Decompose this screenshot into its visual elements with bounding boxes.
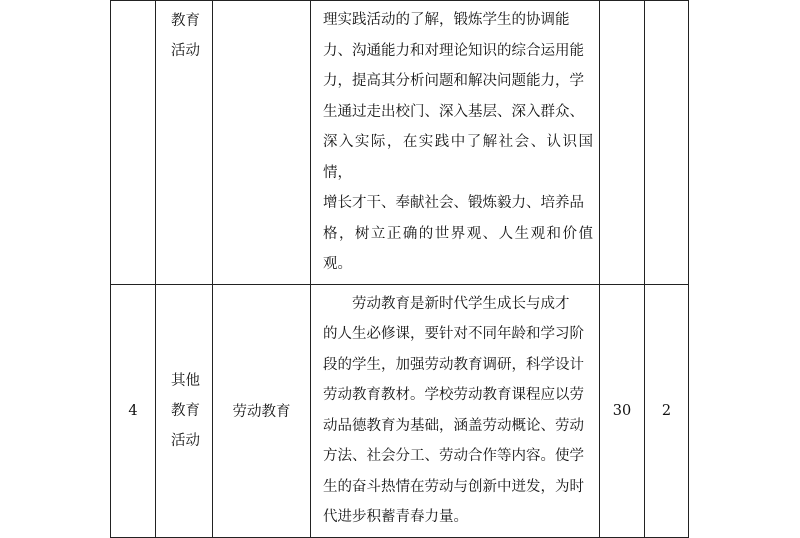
credits-value: 2 bbox=[661, 402, 672, 419]
description-line: 深入实际，在实践中了解社会、认识国情， bbox=[323, 134, 593, 181]
description-line: 方法、社会分工、劳动合作等内容。使学 bbox=[323, 448, 584, 464]
course-name: 劳动教育 bbox=[232, 404, 291, 420]
description-line: 生的奋斗热情在劳动与创新中迸发，为时 bbox=[323, 478, 584, 495]
category-line: 教育 bbox=[171, 13, 200, 29]
row-number-cell bbox=[111, 284, 156, 537]
category-line: 活动 bbox=[171, 43, 200, 59]
description-line: 的人生必修课，要针对不同年龄和学习阶 bbox=[323, 326, 584, 342]
row-number-cell bbox=[111, 1, 156, 285]
description-line: 劳动教育教材。学校劳动教育课程应以劳 bbox=[323, 387, 584, 403]
description-line: 段的学生，加强劳动教育调研，科学设计 bbox=[323, 356, 584, 373]
description-line: 动品德教育为基础，涵盖劳动概论、劳动 bbox=[323, 417, 584, 434]
curriculum-table bbox=[110, 0, 689, 538]
description-line: 格，树立正确的世界观、人生观和价值观。 bbox=[323, 225, 593, 272]
course-name-cell bbox=[213, 1, 311, 285]
category-line: 其他 bbox=[171, 372, 200, 389]
description-line: 增长才干、奉献社会、锻炼毅力、培养品 bbox=[323, 195, 584, 211]
table-row bbox=[111, 284, 689, 537]
description-line: 力、沟通能力和对理论知识的综合运用能 bbox=[323, 42, 584, 59]
hours-cell bbox=[600, 1, 645, 285]
description-line: 劳动教育是新时代学生成长与成才 bbox=[352, 295, 570, 312]
course-name-cell bbox=[213, 284, 311, 537]
category-cell bbox=[156, 284, 213, 537]
category-cell bbox=[156, 1, 213, 285]
category-line: 教育 bbox=[171, 402, 200, 419]
description-cell bbox=[311, 284, 600, 537]
description-line: 理实践活动的了解，锻炼学生的协调能 bbox=[323, 12, 570, 28]
description-cell bbox=[311, 1, 600, 285]
table-row bbox=[111, 1, 689, 285]
category-line: 活动 bbox=[171, 432, 200, 449]
description-line: 代进步积蓄青春力量。 bbox=[323, 509, 468, 525]
row-number: 4 bbox=[128, 402, 138, 419]
description-line: 生通过走出校门、深入基层、深入群众、 bbox=[323, 103, 584, 120]
credits-cell bbox=[645, 284, 689, 537]
hours-value: 30 bbox=[612, 402, 632, 419]
hours-cell bbox=[600, 284, 645, 537]
credits-cell bbox=[645, 1, 689, 285]
description-line: 力，提高其分析问题和解决问题能力，学 bbox=[323, 73, 584, 89]
